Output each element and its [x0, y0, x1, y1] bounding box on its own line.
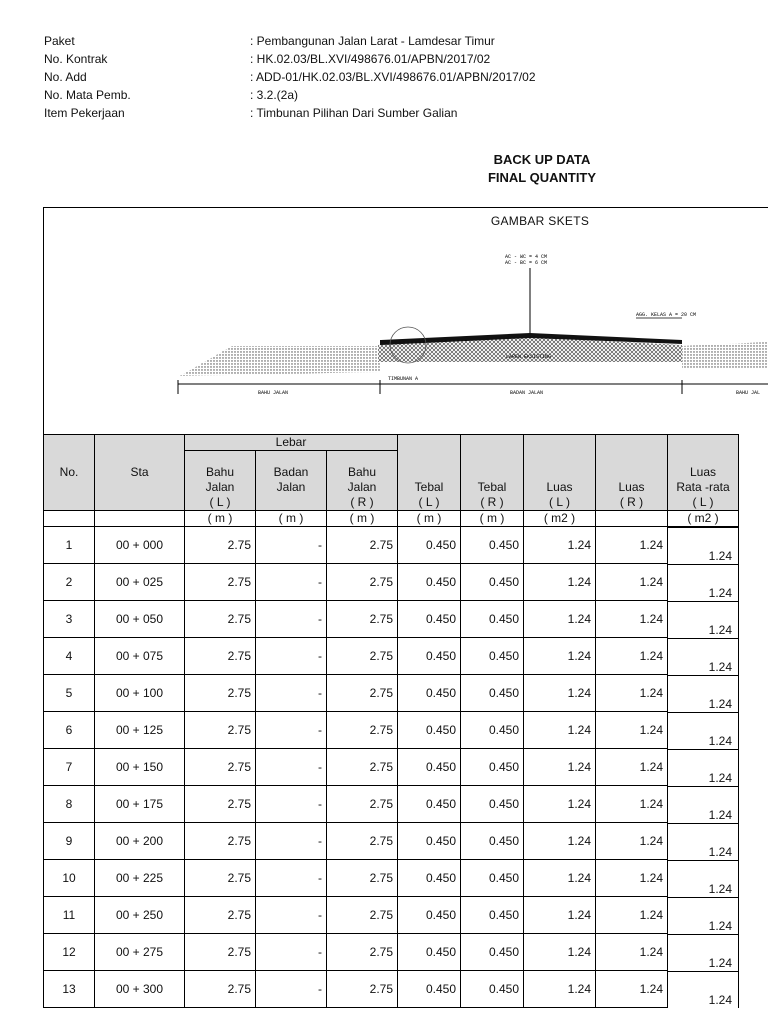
cell-luas-r: 1.24: [596, 749, 668, 786]
cell-luas-r: 1.24: [596, 934, 668, 971]
cell-luas-l: 1.24: [524, 712, 596, 749]
cell-sta: 00 + 275: [95, 934, 185, 971]
cell-bahu-l: 2.75: [185, 675, 256, 712]
cell-bahu-r: 2.75: [327, 897, 398, 934]
unit-cell: ( m2 ): [524, 511, 596, 527]
cell-luas-avg: [668, 749, 739, 786]
cell-badan: -: [256, 527, 327, 564]
cell-luas-r: 1.24: [596, 601, 668, 638]
note-top-2: AC - BC = 6 CM: [505, 260, 548, 266]
cell-badan: -: [256, 823, 327, 860]
cell-bahu-r: 2.75: [327, 712, 398, 749]
cell-luas-l: 1.24: [524, 897, 596, 934]
cell-luas-avg: [668, 934, 739, 971]
cell-luas-avg: [668, 860, 739, 897]
cell-no: 12: [44, 934, 95, 971]
col-header-luas-r: Luas ( R ): [596, 435, 668, 511]
cell-luas-l: 1.24: [524, 527, 596, 564]
header-label: No. Mata Pemb.: [44, 88, 131, 102]
cell-tebal-r: 0.450: [461, 786, 524, 823]
cell-luas-l: 1.24: [524, 601, 596, 638]
cell-luas-r: 1.24: [596, 564, 668, 601]
cell-tebal-l: 0.450: [398, 749, 461, 786]
cell-badan: -: [256, 934, 327, 971]
cell-no: 8: [44, 786, 95, 823]
cell-luas-r: 1.24: [596, 860, 668, 897]
document-title: BACK UP DATA: [493, 152, 591, 167]
table-row: [44, 527, 739, 564]
luas-avg-value: 1.24: [708, 622, 732, 637]
luas-avg-value: 1.24: [708, 585, 732, 600]
cell-luas-l: 1.24: [524, 823, 596, 860]
cell-badan: -: [256, 675, 327, 712]
cell-tebal-r: 0.450: [461, 712, 524, 749]
unit-cell: ( m ): [185, 511, 256, 527]
luas-avg-value: 1.24: [708, 807, 732, 822]
note-center: LAPEN EKSISTING: [506, 354, 552, 360]
cell-luas-r: 1.24: [596, 786, 668, 823]
cell-luas-r: 1.24: [596, 971, 668, 1008]
col-header-lebar: Lebar: [185, 435, 398, 451]
cell-sta: 00 + 175: [95, 786, 185, 823]
cell-tebal-r: 0.450: [461, 934, 524, 971]
cell-bahu-r: 2.75: [327, 934, 398, 971]
cell-sta: 00 + 225: [95, 860, 185, 897]
cell-badan: -: [256, 638, 327, 675]
unit-cell: ( m ): [327, 511, 398, 527]
cell-luas-r: 1.24: [596, 897, 668, 934]
cell-tebal-r: 0.450: [461, 675, 524, 712]
cell-no: 2: [44, 564, 95, 601]
cell-luas-l: 1.24: [524, 675, 596, 712]
cell-bahu-r: 2.75: [327, 601, 398, 638]
cell-luas-avg: [668, 601, 739, 638]
cell-bahu-r: 2.75: [327, 749, 398, 786]
cell-sta: 00 + 050: [95, 601, 185, 638]
sketch-title: GAMBAR SKETS: [490, 214, 590, 228]
cell-no: 9: [44, 823, 95, 860]
cell-no: 10: [44, 860, 95, 897]
col-header-tebal-r: Tebal ( R ): [461, 435, 524, 511]
note-top-1: AC - WC = 4 CM: [505, 254, 548, 260]
right-embankment: [682, 342, 768, 368]
cell-luas-avg: [668, 712, 739, 749]
header-label: Paket: [44, 34, 75, 48]
cell-tebal-r: 0.450: [461, 823, 524, 860]
document-subtitle: FINAL QUANTITY: [487, 170, 597, 185]
cell-tebal-l: 0.450: [398, 860, 461, 897]
cell-luas-r: 1.24: [596, 823, 668, 860]
cell-badan: -: [256, 601, 327, 638]
cell-luas-r: 1.24: [596, 638, 668, 675]
cell-luas-avg: [668, 638, 739, 675]
cell-tebal-l: 0.450: [398, 601, 461, 638]
cell-no: 3: [44, 601, 95, 638]
cell-tebal-r: 0.450: [461, 971, 524, 1008]
col-header-tebal-l: Tebal ( L ): [398, 435, 461, 511]
cell-tebal-l: 0.450: [398, 971, 461, 1008]
cell-badan: -: [256, 860, 327, 897]
cell-sta: 00 + 075: [95, 638, 185, 675]
luas-avg-value: 1.24: [708, 844, 732, 859]
cell-tebal-r: 0.450: [461, 749, 524, 786]
unit-cell: ( m2 ): [668, 511, 739, 527]
left-embankment: [180, 346, 380, 376]
cell-sta: 00 + 300: [95, 971, 185, 1008]
cell-no: 7: [44, 749, 95, 786]
cell-luas-r: 1.24: [596, 712, 668, 749]
cell-bahu-l: 2.75: [185, 897, 256, 934]
col-header-badan: Badan Jalan: [256, 451, 327, 511]
note-right: AGG. KELAS A = 20 CM: [636, 312, 697, 318]
table-row: [44, 786, 739, 823]
cell-tebal-l: 0.450: [398, 527, 461, 564]
table-row: [44, 712, 739, 749]
cell-tebal-l: 0.450: [398, 712, 461, 749]
col-header-sta: Sta: [95, 435, 185, 511]
cell-luas-avg: [668, 786, 739, 823]
cell-luas-avg: [668, 823, 739, 860]
dim-center-label: BADAN JALAN: [510, 390, 544, 396]
cell-sta: 00 + 000: [95, 527, 185, 564]
header-value: : Pembangunan Jalan Larat - Lamdesar Timur: [250, 34, 495, 48]
luas-avg-value: 1.24: [708, 549, 732, 563]
cell-sta: 00 + 125: [95, 712, 185, 749]
cell-tebal-l: 0.450: [398, 786, 461, 823]
col-header-luas-avg: Luas Rata -rata ( L ): [668, 435, 739, 511]
cell-luas-l: 1.24: [524, 638, 596, 675]
cell-tebal-l: 0.450: [398, 638, 461, 675]
cell-bahu-l: 2.75: [185, 638, 256, 675]
unit-cell: [596, 511, 668, 527]
cell-tebal-l: 0.450: [398, 897, 461, 934]
cell-no: 13: [44, 971, 95, 1008]
table-row: [44, 971, 739, 1008]
luas-avg-value: 1.24: [708, 696, 732, 711]
cell-tebal-l: 0.450: [398, 823, 461, 860]
cell-badan: -: [256, 749, 327, 786]
cell-tebal-l: 0.450: [398, 564, 461, 601]
cell-bahu-r: 2.75: [327, 823, 398, 860]
header-value: : ADD-01/HK.02.03/BL.XVI/498676.01/APBN/2017/02: [250, 70, 536, 84]
cell-luas-l: 1.24: [524, 971, 596, 1008]
dim-right-label: BAHU JAL: [736, 390, 761, 396]
table-row: [44, 638, 739, 675]
cell-badan: -: [256, 897, 327, 934]
cell-no: 6: [44, 712, 95, 749]
cell-bahu-l: 2.75: [185, 749, 256, 786]
cell-badan: -: [256, 712, 327, 749]
note-left: TIMBUNAN A: [388, 376, 419, 382]
cell-bahu-l: 2.75: [185, 527, 256, 564]
cell-luas-avg: [668, 564, 739, 601]
cell-no: 5: [44, 675, 95, 712]
cell-sta: 00 + 200: [95, 823, 185, 860]
cell-luas-r: 1.24: [596, 527, 668, 564]
cell-tebal-r: 0.450: [461, 527, 524, 564]
col-header-bahu-l: Bahu Jalan ( L ): [185, 451, 256, 511]
table-row: [44, 823, 739, 860]
cell-luas-l: 1.24: [524, 749, 596, 786]
table-row: [44, 934, 739, 971]
table-row: [44, 564, 739, 601]
cell-bahu-r: 2.75: [327, 675, 398, 712]
unit-cell: [44, 511, 95, 527]
table-row: [44, 601, 739, 638]
luas-avg-value: 1.24: [708, 992, 732, 1007]
cell-no: 1: [44, 527, 95, 564]
cell-bahu-l: 2.75: [185, 934, 256, 971]
luas-avg-value: 1.24: [708, 733, 732, 748]
cell-bahu-l: 2.75: [185, 601, 256, 638]
cell-bahu-l: 2.75: [185, 823, 256, 860]
header-value: : HK.02.03/BL.XVI/498676.01/APBN/2017/02: [250, 52, 491, 66]
cell-bahu-l: 2.75: [185, 971, 256, 1008]
cell-luas-avg: [668, 971, 739, 1008]
cell-bahu-r: 2.75: [327, 564, 398, 601]
cell-tebal-r: 0.450: [461, 601, 524, 638]
cell-badan: -: [256, 786, 327, 823]
header-label: Item Pekerjaan: [44, 106, 125, 120]
table-row: [44, 675, 739, 712]
col-header-no: No.: [44, 435, 95, 511]
units-row: [44, 511, 739, 527]
cell-badan: -: [256, 971, 327, 1008]
cell-bahu-l: 2.75: [185, 860, 256, 897]
cell-bahu-r: 2.75: [327, 638, 398, 675]
cell-tebal-l: 0.450: [398, 934, 461, 971]
cell-luas-avg: [668, 897, 739, 934]
col-header-bahu-r: Bahu Jalan ( R ): [327, 451, 398, 511]
header-value: : 3.2.(2a): [250, 88, 299, 102]
cell-luas-l: 1.24: [524, 564, 596, 601]
cell-bahu-r: 2.75: [327, 860, 398, 897]
cell-bahu-r: 2.75: [327, 971, 398, 1008]
luas-avg-value: 1.24: [708, 918, 732, 933]
road-cross-section-sketch: [0, 0, 768, 434]
cell-sta: 00 + 150: [95, 749, 185, 786]
unit-cell: ( m ): [398, 511, 461, 527]
cell-sta: 00 + 025: [95, 564, 185, 601]
luas-avg-value: 1.24: [708, 955, 732, 970]
table-row: [44, 749, 739, 786]
cell-bahu-r: 2.75: [327, 786, 398, 823]
luas-avg-value: 1.24: [708, 659, 732, 674]
cell-tebal-r: 0.450: [461, 860, 524, 897]
cell-luas-avg: [668, 527, 739, 564]
cell-bahu-r: 2.75: [327, 527, 398, 564]
cell-tebal-r: 0.450: [461, 638, 524, 675]
cell-tebal-l: 0.450: [398, 675, 461, 712]
unit-cell: [95, 511, 185, 527]
luas-avg-value: 1.24: [708, 770, 732, 785]
quantity-table: [43, 434, 739, 1008]
cell-sta: 00 + 100: [95, 675, 185, 712]
luas-avg-value: 1.24: [708, 881, 732, 896]
cell-no: 4: [44, 638, 95, 675]
dim-left-label: BAHU JALAN: [258, 390, 289, 396]
cell-sta: 00 + 250: [95, 897, 185, 934]
cell-luas-avg: [668, 675, 739, 712]
table-row: [44, 897, 739, 934]
header-label: No. Add: [44, 70, 87, 84]
unit-cell: ( m ): [461, 511, 524, 527]
header-value: : Timbunan Pilihan Dari Sumber Galian: [250, 106, 458, 120]
unit-cell: ( m ): [256, 511, 327, 527]
cell-luas-l: 1.24: [524, 934, 596, 971]
cell-luas-l: 1.24: [524, 860, 596, 897]
cell-no: 11: [44, 897, 95, 934]
cell-bahu-l: 2.75: [185, 712, 256, 749]
cell-tebal-r: 0.450: [461, 564, 524, 601]
cell-luas-l: 1.24: [524, 786, 596, 823]
cell-luas-r: 1.24: [596, 675, 668, 712]
cell-tebal-r: 0.450: [461, 897, 524, 934]
cell-bahu-l: 2.75: [185, 786, 256, 823]
table-row: [44, 860, 739, 897]
header-label: No. Kontrak: [44, 52, 108, 66]
cell-badan: -: [256, 564, 327, 601]
col-header-luas-l: Luas ( L ): [524, 435, 596, 511]
cell-bahu-l: 2.75: [185, 564, 256, 601]
